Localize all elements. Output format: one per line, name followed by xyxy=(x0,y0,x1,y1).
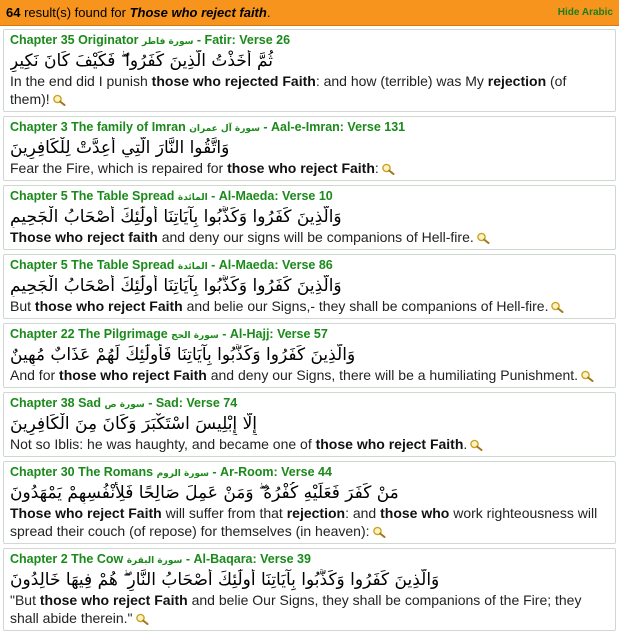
chapter-arabic-name: المائدة xyxy=(177,262,208,272)
magnifier-icon[interactable] xyxy=(381,161,395,173)
translation-text: Fear the Fire, which is repaired for xyxy=(10,160,228,176)
translation-text: But xyxy=(10,298,35,314)
translation-text: work righteousness will spread their couch (of repose) for themselves (in heaven): xyxy=(10,505,598,539)
result-heading[interactable] xyxy=(10,120,609,137)
magnifier-icon[interactable] xyxy=(52,92,66,104)
chapter-arabic-name: سورة البقرة xyxy=(126,556,183,566)
surah-verse-ref: - Fatir: Verse 26 xyxy=(193,33,291,47)
verse-translation xyxy=(10,297,609,315)
highlighted-term: Those who reject Faith xyxy=(10,505,162,521)
translation-text: and deny our signs will be companions of Hell-fire. xyxy=(157,229,474,245)
results-summary xyxy=(6,5,270,20)
result-card xyxy=(3,185,616,250)
surah-verse-ref: - Ar-Room: Verse 44 xyxy=(208,465,332,479)
chapter-title: Chapter 35 Originator xyxy=(10,33,139,47)
highlighted-term: Those who reject faith xyxy=(10,229,158,245)
translation-text: and belie our Signs,- they shall be companions of Hell-fire. xyxy=(182,298,549,314)
summary-period: . xyxy=(266,5,271,20)
verse-translation xyxy=(10,591,609,627)
highlighted-term: rejection xyxy=(487,73,547,89)
translation-text: (of them)! xyxy=(10,73,567,107)
results-found-text: result(s) found for xyxy=(20,5,130,20)
chapter-title: Chapter 5 The Table Spread xyxy=(10,258,175,272)
translation-text: Not so Iblis: he was haughty, and became one of xyxy=(10,436,316,452)
chapter-title: Chapter 2 The Cow xyxy=(10,552,124,566)
search-query: Those who reject faith xyxy=(129,5,267,20)
results-count: 64 xyxy=(6,5,21,20)
magnifier-icon[interactable] xyxy=(580,368,594,380)
result-card xyxy=(3,29,616,112)
highlighted-term: those who rejected Faith xyxy=(151,73,316,89)
hide-arabic-link[interactable]: Hide Arabic xyxy=(557,7,613,18)
translation-text: and belie Our Signs, they shall be companions of the Fire; they shall abide therein." xyxy=(10,592,582,626)
arabic-verse: مَنْ كَفَرَ فَعَلَيْهِ كُفْرُهُ ۖ وَمَنْ عَمِلَ صَالِحًا فَلِأَنْفُسِهِمْ يَمْهَدُونَ xyxy=(10,483,399,503)
result-heading[interactable] xyxy=(10,258,609,275)
result-card xyxy=(3,392,616,457)
results-list xyxy=(0,26,619,631)
surah-verse-ref: - Sad: Verse 74 xyxy=(144,396,238,410)
result-heading[interactable] xyxy=(10,396,609,413)
translation-text: and deny our Signs, there will be a humiliating Punishment. xyxy=(206,367,579,383)
highlighted-term: those who reject Faith xyxy=(34,298,183,314)
highlighted-term: those who reject Faith xyxy=(315,436,464,452)
surah-verse-ref: - Al-Hajj: Verse 57 xyxy=(218,327,328,341)
result-heading[interactable] xyxy=(10,465,609,482)
magnifier-icon[interactable] xyxy=(550,299,564,311)
chapter-title: Chapter 5 The Table Spread xyxy=(10,189,175,203)
chapter-title: Chapter 30 The Romans xyxy=(10,465,154,479)
highlighted-term: rejection xyxy=(286,505,346,521)
verse-translation xyxy=(10,366,609,384)
arabic-verse: وَالَّذِينَ كَفَرُوا وَكَذَّبُوا بِآيَاتِنَا فَأُولَٰئِكَ لَهُمْ عَذَابٌ مُهِينٌ xyxy=(10,345,356,365)
result-heading[interactable] xyxy=(10,33,609,50)
result-card xyxy=(3,254,616,319)
arabic-verse: ثُمَّ أَخَذْتُ الَّذِينَ كَفَرُوا ۖ فَكَيْفَ كَانَ نَكِيرِ xyxy=(10,51,274,71)
magnifier-icon[interactable] xyxy=(135,611,149,623)
surah-verse-ref: - Al-Baqara: Verse 39 xyxy=(182,552,311,566)
arabic-verse: وَالَّذِينَ كَفَرُوا وَكَذَّبُوا بِآيَاتِنَا أُولَٰئِكَ أَصْحَابُ الْجَحِيمِ xyxy=(10,276,342,296)
translation-text: : and xyxy=(345,505,381,521)
verse-translation xyxy=(10,504,609,540)
magnifier-icon[interactable] xyxy=(469,437,483,449)
translation-text: In the end did I punish xyxy=(10,73,152,89)
highlighted-term: those who reject Faith xyxy=(59,367,207,383)
result-heading[interactable] xyxy=(10,189,609,206)
chapter-arabic-name: المائدة xyxy=(177,193,208,203)
chapter-arabic-name: سورة الحج xyxy=(171,331,219,341)
surah-verse-ref: - Al-Maeda: Verse 10 xyxy=(207,189,333,203)
translation-text: : xyxy=(374,160,379,176)
arabic-verse: وَالَّذِينَ كَفَرُوا وَكَذَّبُوا بِآيَاتِنَا أُولَٰئِكَ أَصْحَابُ الْجَحِيمِ xyxy=(10,207,342,227)
arabic-verse: إِلَّا إِبْلِيسَ اسْتَكْبَرَ وَكَانَ مِنَ الْكَافِرِينَ xyxy=(10,414,257,434)
verse-translation xyxy=(10,435,609,453)
magnifier-icon[interactable] xyxy=(476,230,490,242)
verse-translation xyxy=(10,228,609,246)
verse-translation xyxy=(10,159,609,177)
result-heading[interactable] xyxy=(10,552,609,569)
highlighted-term: those who xyxy=(380,505,450,521)
translation-text: : and how (terrible) was My xyxy=(315,73,488,89)
chapter-arabic-name: سورة فاطر xyxy=(141,37,194,47)
translation-text: And for xyxy=(10,367,60,383)
verse-translation xyxy=(10,72,609,108)
chapter-arabic-name: سورة آل عمران xyxy=(189,124,260,134)
arabic-verse: وَاتَّقُوا النَّارَ الَّتِي أُعِدَّتْ لِلْكَافِرِينَ xyxy=(10,138,230,158)
translation-text: . xyxy=(463,436,468,452)
translation-text: will suffer from that xyxy=(161,505,287,521)
surah-verse-ref: - Aal-e-Imran: Verse 131 xyxy=(259,120,406,134)
translation-text: "But xyxy=(10,592,40,608)
chapter-title: Chapter 22 The Pilgrimage xyxy=(10,327,168,341)
arabic-verse: وَالَّذِينَ كَفَرُوا وَكَذَّبُوا بِآيَاتِنَا أُولَٰئِكَ أَصْحَابُ النَّارِ ۖ هُمْ فِيهَا خَالِدُونَ xyxy=(10,570,440,590)
result-card xyxy=(3,461,616,544)
result-heading[interactable] xyxy=(10,327,609,344)
surah-verse-ref: - Al-Maeda: Verse 86 xyxy=(207,258,333,272)
chapter-title: Chapter 38 Sad xyxy=(10,396,102,410)
result-card xyxy=(3,548,616,631)
result-card xyxy=(3,323,616,388)
magnifier-icon[interactable] xyxy=(372,524,386,536)
highlighted-term: those who reject Faith xyxy=(39,592,188,608)
chapter-arabic-name: سورة ص xyxy=(104,400,145,410)
highlighted-term: those who reject Faith xyxy=(227,160,375,176)
results-header-bar xyxy=(0,0,619,26)
result-card xyxy=(3,116,616,181)
chapter-title: Chapter 3 The family of Imran xyxy=(10,120,186,134)
chapter-arabic-name: سورة الروم xyxy=(156,469,209,479)
